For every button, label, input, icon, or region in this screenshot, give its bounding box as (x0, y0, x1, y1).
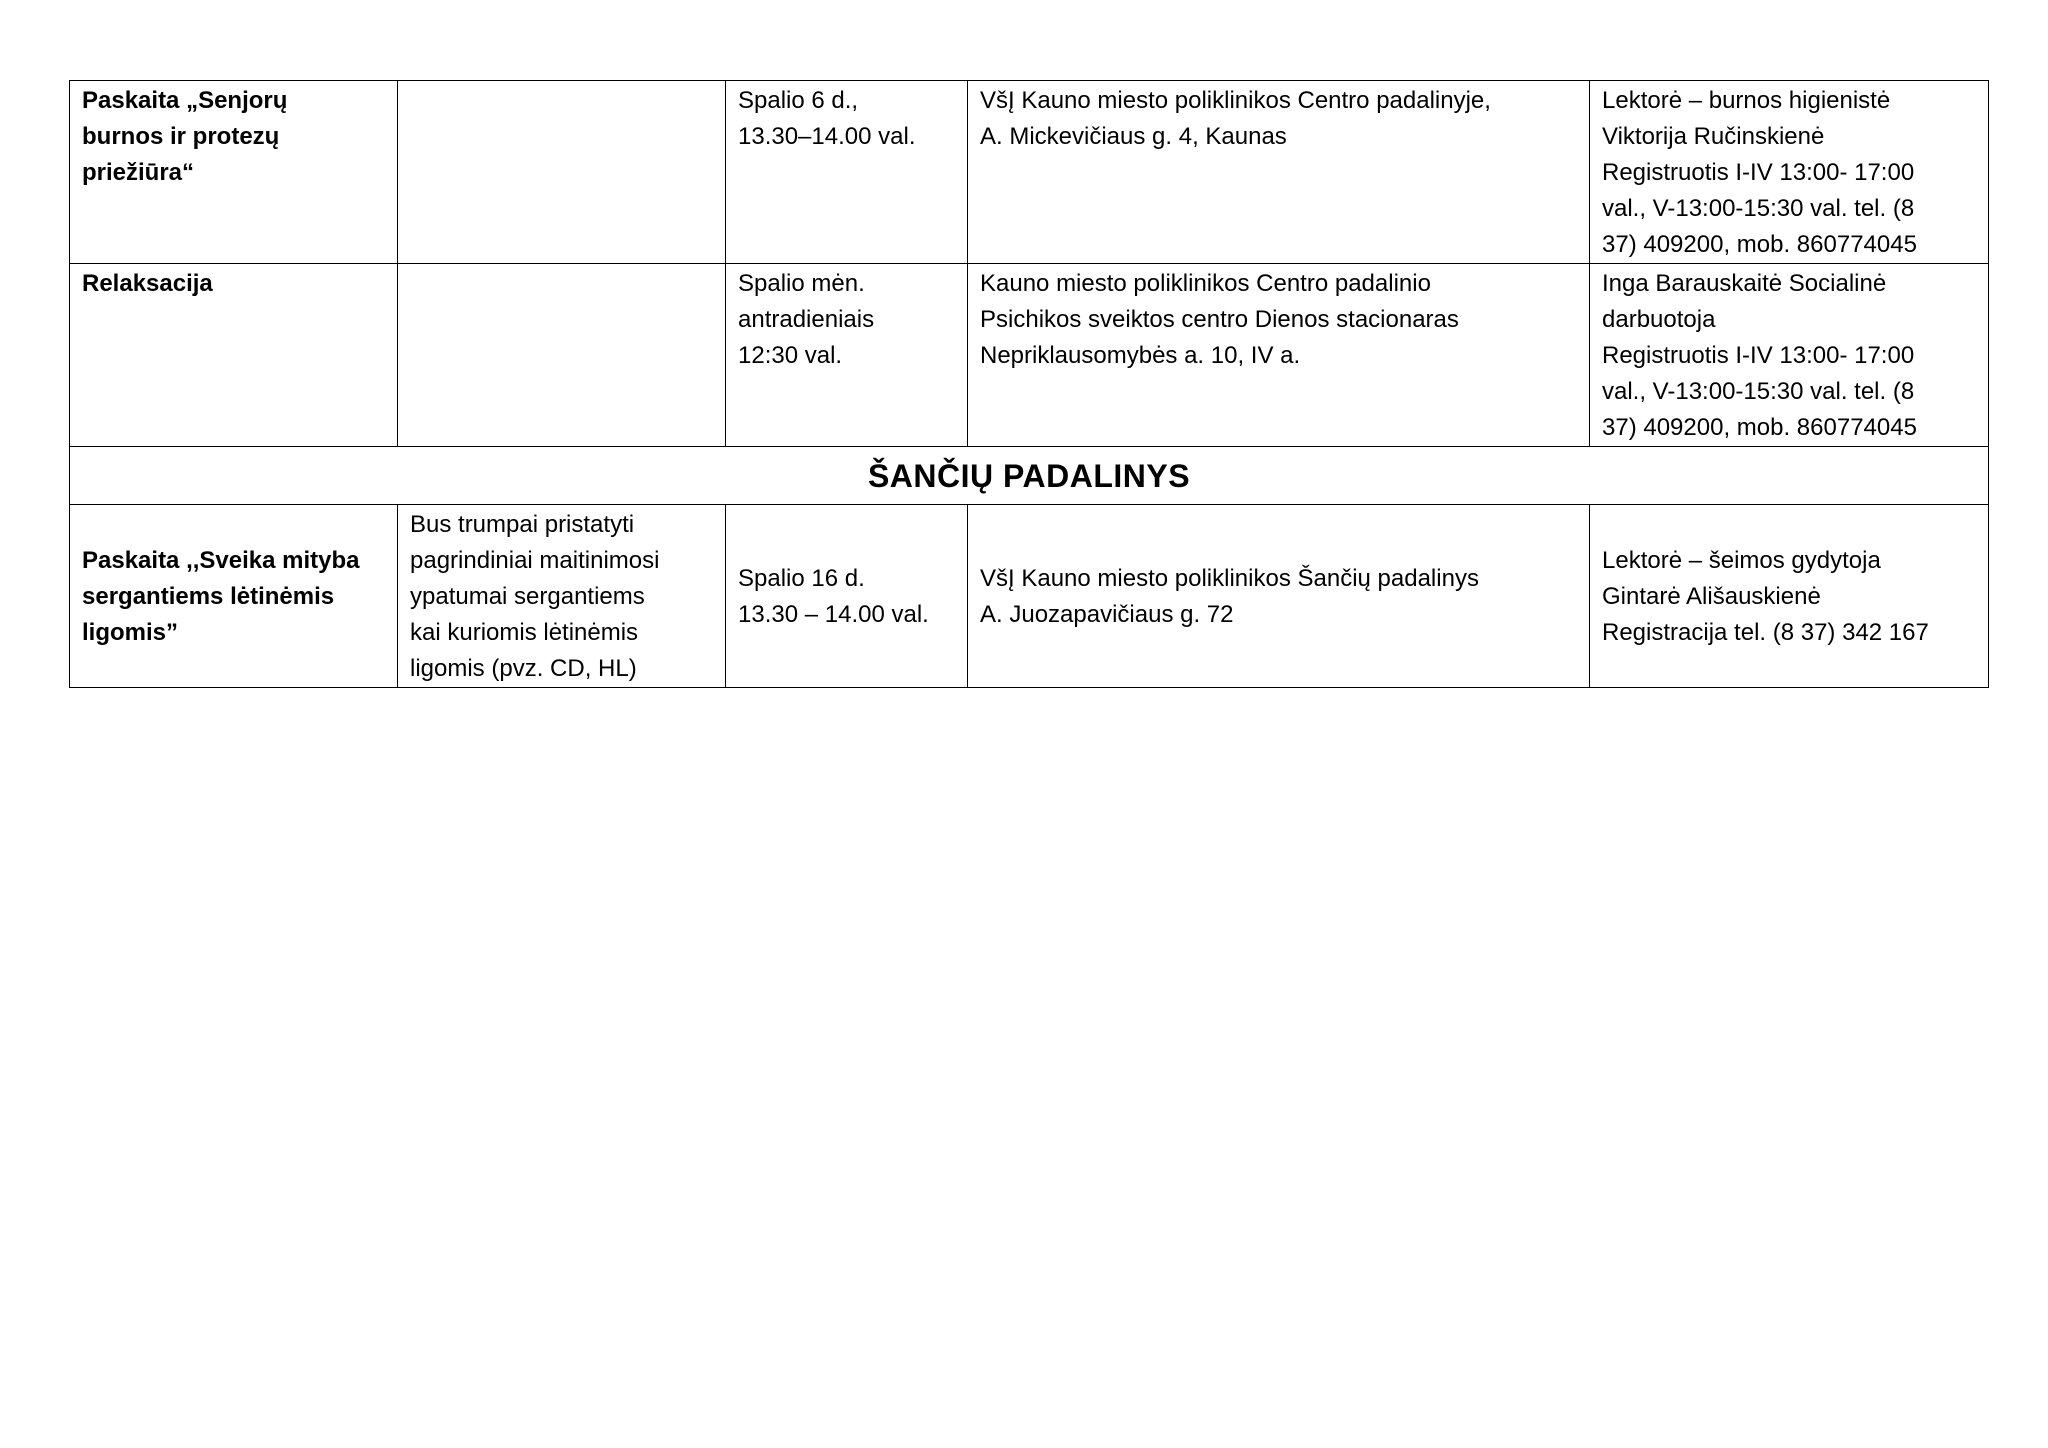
event-contact-line: 37) 409200, mob. 860774045 (1602, 414, 1917, 441)
event-contact-cell (1590, 81, 1989, 264)
event-contact-line: Registracija tel. (8 37) 342 167 (1602, 619, 1929, 646)
event-contact-line: Inga Barauskaitė Socialinė (1602, 270, 1887, 297)
event-title-line: priežiūra“ (82, 159, 195, 186)
event-description-cell (398, 264, 726, 447)
event-place-cell (968, 505, 1590, 688)
event-time-cell (726, 505, 968, 688)
event-contact-line: Registruotis I-IV 13:00- 17:00 (1602, 159, 1915, 186)
event-title-line: burnos ir protezų (82, 123, 280, 150)
event-time-cell (726, 264, 968, 447)
event-contact-cell (1590, 505, 1989, 688)
event-place-line: A. Mickevičiaus g. 4, Kaunas (980, 123, 1287, 150)
event-contact-line: Viktorija Ručinskienė (1602, 123, 1825, 150)
event-place-line: A. Juozapavičiaus g. 72 (980, 601, 1234, 628)
section-heading-row (70, 447, 1989, 505)
event-title-line: Paskaita „Senjorų (82, 87, 288, 114)
event-contact-line: val., V-13:00-15:30 val. tel. (8 (1602, 195, 1915, 222)
event-time-line: Spalio mėn. (738, 270, 865, 297)
event-place-cell (968, 81, 1590, 264)
event-title-line: sergantiems lėtinėmis (82, 583, 335, 610)
event-title-cell (70, 81, 398, 264)
event-description-line: pagrindiniai maitinimosi (410, 547, 660, 574)
event-time-line: 12:30 val. (738, 342, 843, 369)
event-contact-line: 37) 409200, mob. 860774045 (1602, 231, 1917, 258)
event-time-line: Spalio 6 d., (738, 87, 859, 114)
event-time-line: antradieniais (738, 306, 875, 333)
event-place-line: VšĮ Kauno miesto poliklinikos Centro padalinyje, (980, 87, 1491, 114)
event-contact-line: darbuotoja (1602, 306, 1716, 333)
table-row (70, 81, 1989, 264)
event-title-line: Paskaita ,,Sveika mityba (82, 547, 360, 574)
table-row (70, 505, 1989, 688)
event-description-line: ligomis (pvz. CD, HL) (410, 655, 637, 682)
event-time-line: 13.30 – 14.00 val. (738, 601, 929, 628)
event-title-cell (70, 264, 398, 447)
table-row (70, 264, 1989, 447)
event-contact-line: val., V-13:00-15:30 val. tel. (8 (1602, 378, 1915, 405)
event-description-cell (398, 505, 726, 688)
event-contact-cell (1590, 264, 1989, 447)
event-contact-line: Lektorė – burnos higienistė (1602, 87, 1891, 114)
event-schedule-table (69, 80, 1989, 688)
event-description-line: kai kuriomis lėtinėmis (410, 619, 639, 646)
event-description-line: Bus trumpai pristatyti (410, 511, 635, 538)
event-description-cell (398, 81, 726, 264)
event-contact-line: Registruotis I-IV 13:00- 17:00 (1602, 342, 1915, 369)
event-title-line: ligomis” (82, 619, 179, 646)
event-place-line: Kauno miesto poliklinikos Centro padalinio (980, 270, 1431, 297)
event-contact-line: Gintarė Ališauskienė (1602, 583, 1821, 610)
event-title-line: Relaksacija (82, 270, 213, 297)
event-time-line: Spalio 16 d. (738, 565, 865, 592)
event-contact-line: Lektorė – šeimos gydytoja (1602, 547, 1881, 574)
event-place-line: VšĮ Kauno miesto poliklinikos Šančių padalinys (980, 565, 1479, 592)
event-place-line: Nepriklausomybės a. 10, IV a. (980, 342, 1301, 369)
section-heading: ŠANČIŲ PADALINYS (70, 447, 1989, 505)
event-time-cell (726, 81, 968, 264)
event-description-line: ypatumai sergantiems (410, 583, 645, 610)
event-time-line: 13.30–14.00 val. (738, 123, 916, 150)
event-place-cell (968, 264, 1590, 447)
event-title-cell (70, 505, 398, 688)
event-place-line: Psichikos sveiktos centro Dienos stacionaras (980, 306, 1459, 333)
